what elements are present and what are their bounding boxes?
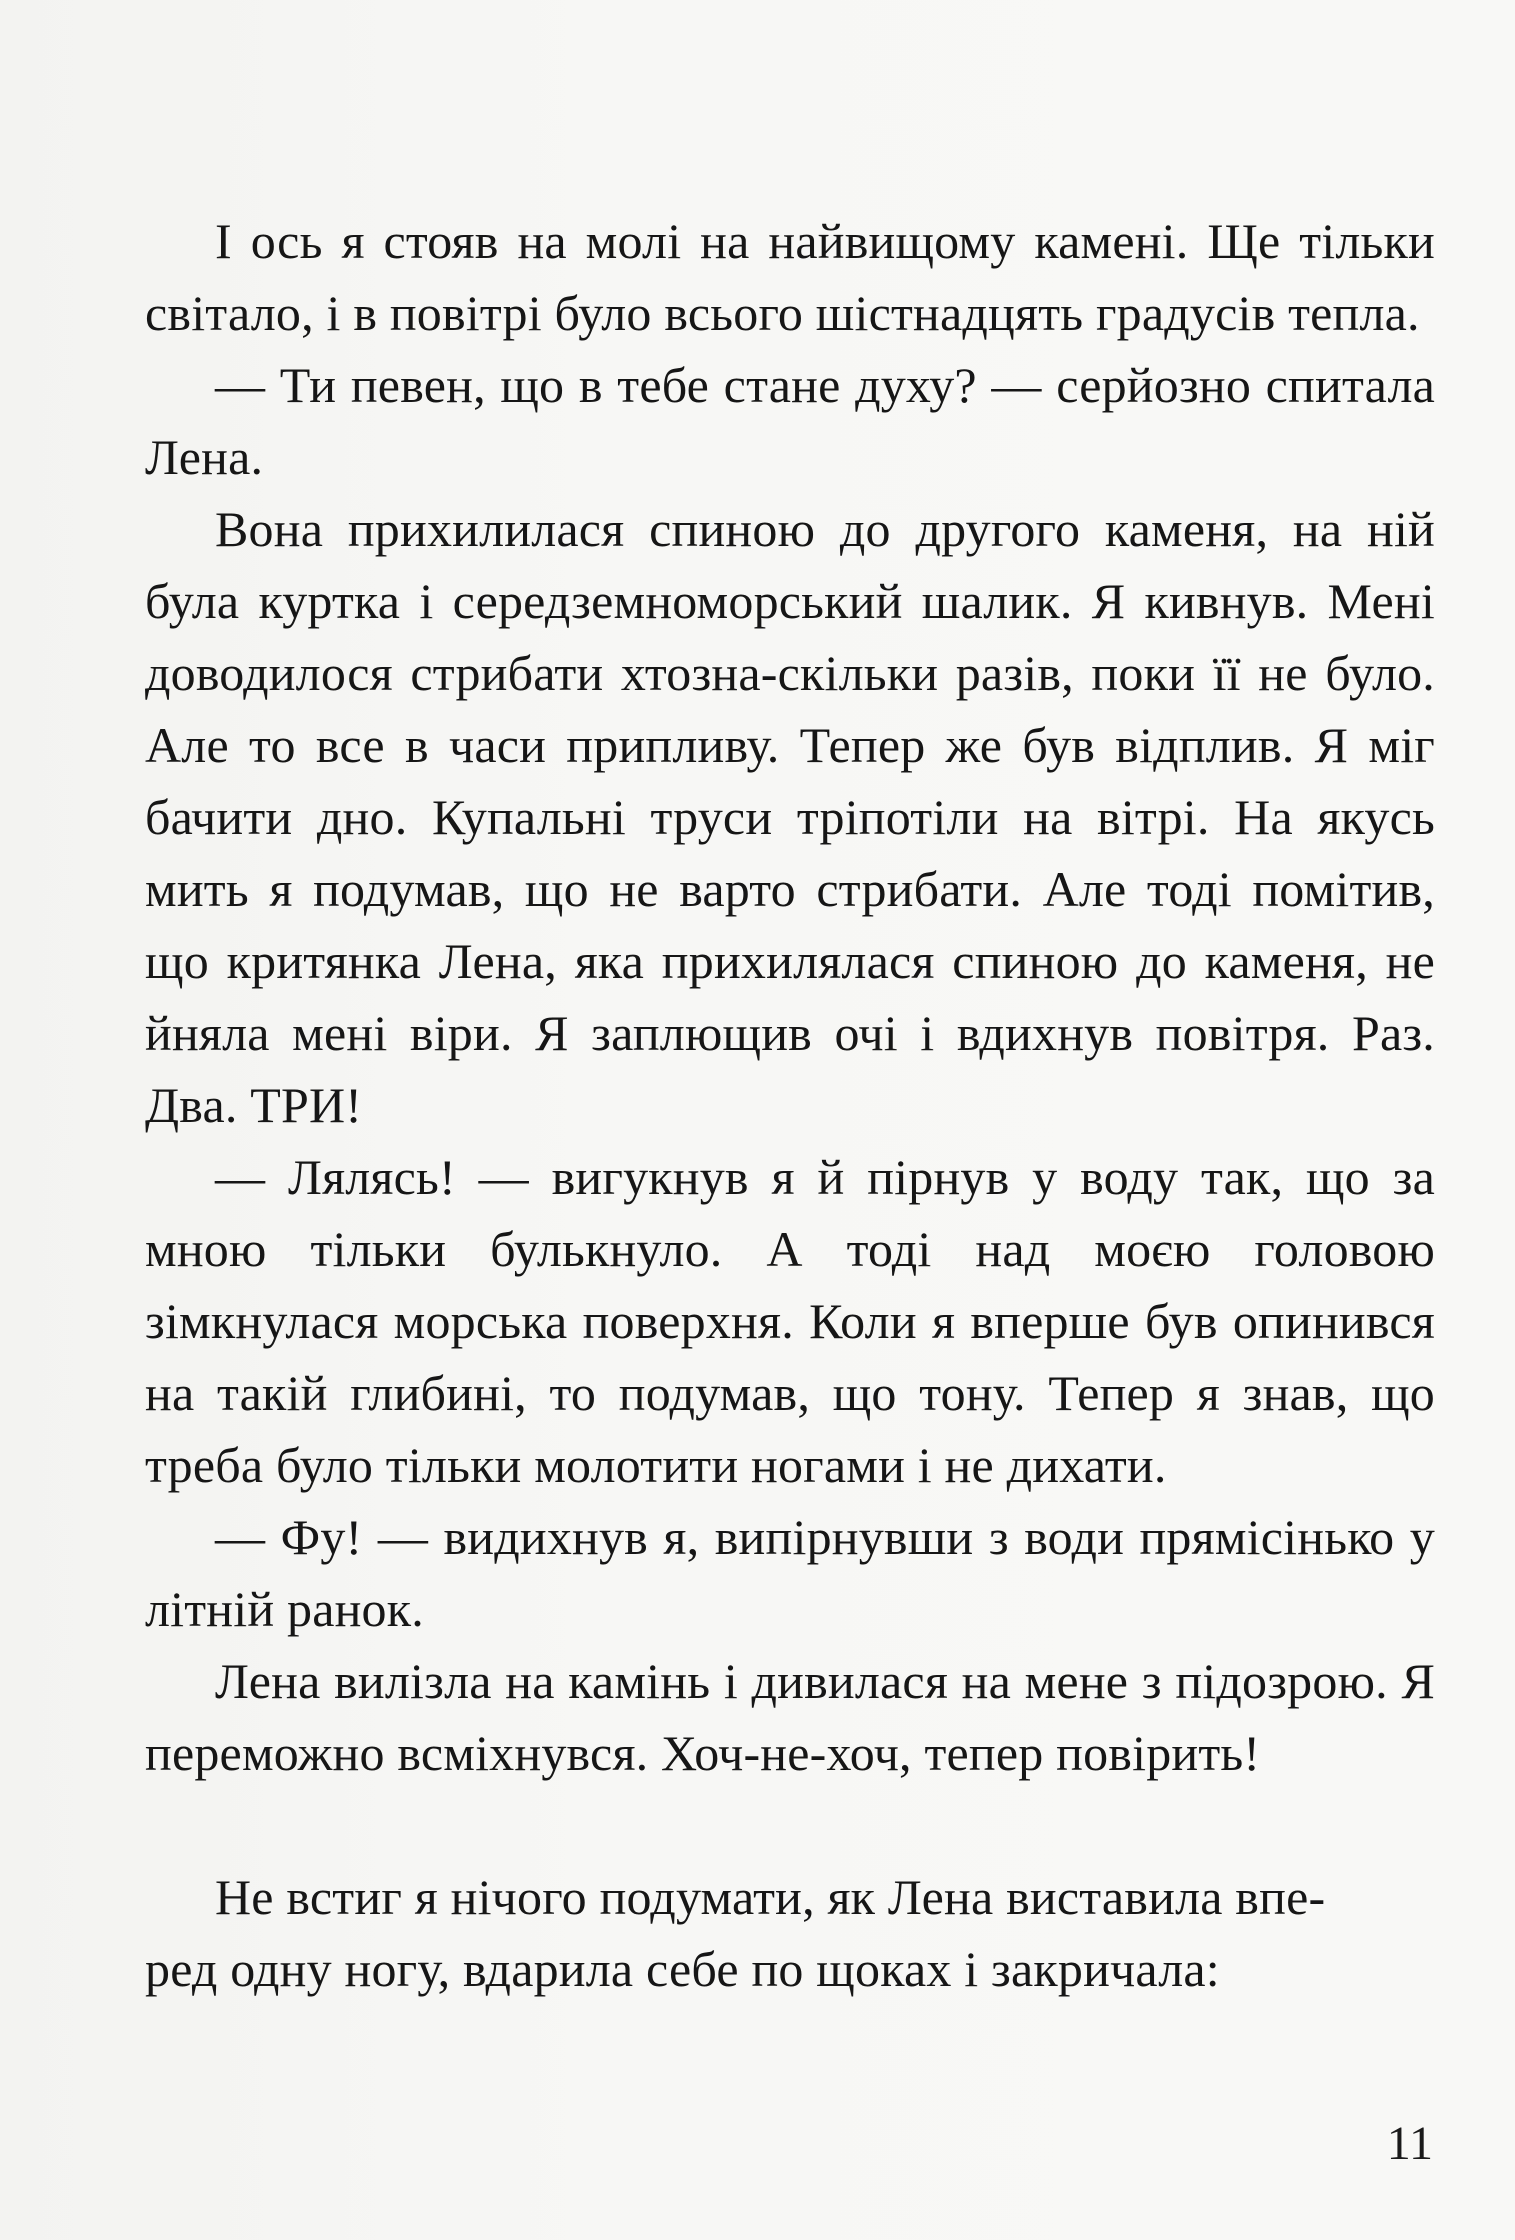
section-gap bbox=[145, 1789, 1435, 1861]
page-text bbox=[145, 205, 1435, 2005]
paragraph-1: І ось я стояв на молі на найвищому камені. Ще тільки світало, і в повітрі було всього шістнадцять градусів тепла. bbox=[145, 213, 1435, 341]
page-number: 11 bbox=[1386, 2117, 1433, 2170]
paragraph-2: — Ти певен, що в тебе стане духу? — серйозно спитала Лена. bbox=[145, 357, 1435, 485]
paragraph-4: — Лялясь! — вигукнув я й пірнув у воду так, що за мною тільки булькнуло. А тоді над моєю головою зімкнулася морська поверхня. Коли я вперше був опинився на такій глибині, то подумав, що тону. Тепер я знав, що треба було тільки молотити ногами і не дихати. bbox=[145, 1149, 1435, 1493]
paragraph-7-line-1: Не встиг я нічого подумати, як Лена виставила впе- bbox=[215, 1869, 1326, 1925]
paragraph-7-line-2: ред одну ногу, вдарила себе по щоках і закричала: bbox=[145, 1941, 1220, 1997]
paragraph-5: — Фу! — видихнув я, випірнувши з води прямісінько у літній ранок. bbox=[145, 1509, 1435, 1637]
paragraph-3: Вона прихилилася спиною до другого каменя, на ній була куртка і середземноморський шалик. Я кивнув. Мені доводилося стрибати хтозна-скільки разів, поки її не було. Але то все в часи припливу. Тепер же був відплив. Я міг бачити дно. Купальні труси тріпотіли на вітрі. На якусь мить я подумав, що не варто стрибати. Але тоді помітив, що критянка Лена, яка прихилялася спиною до каменя, не йняла мені віри. Я заплющив очі і вдихнув повітря. Раз. Два. ТРИ! bbox=[145, 501, 1435, 1133]
paragraph-6: Лена вилізла на камінь і дивилася на мене з підозрою. Я переможно всміхнувся. Хоч-не-хоч, тепер повірить! bbox=[145, 1653, 1435, 1781]
